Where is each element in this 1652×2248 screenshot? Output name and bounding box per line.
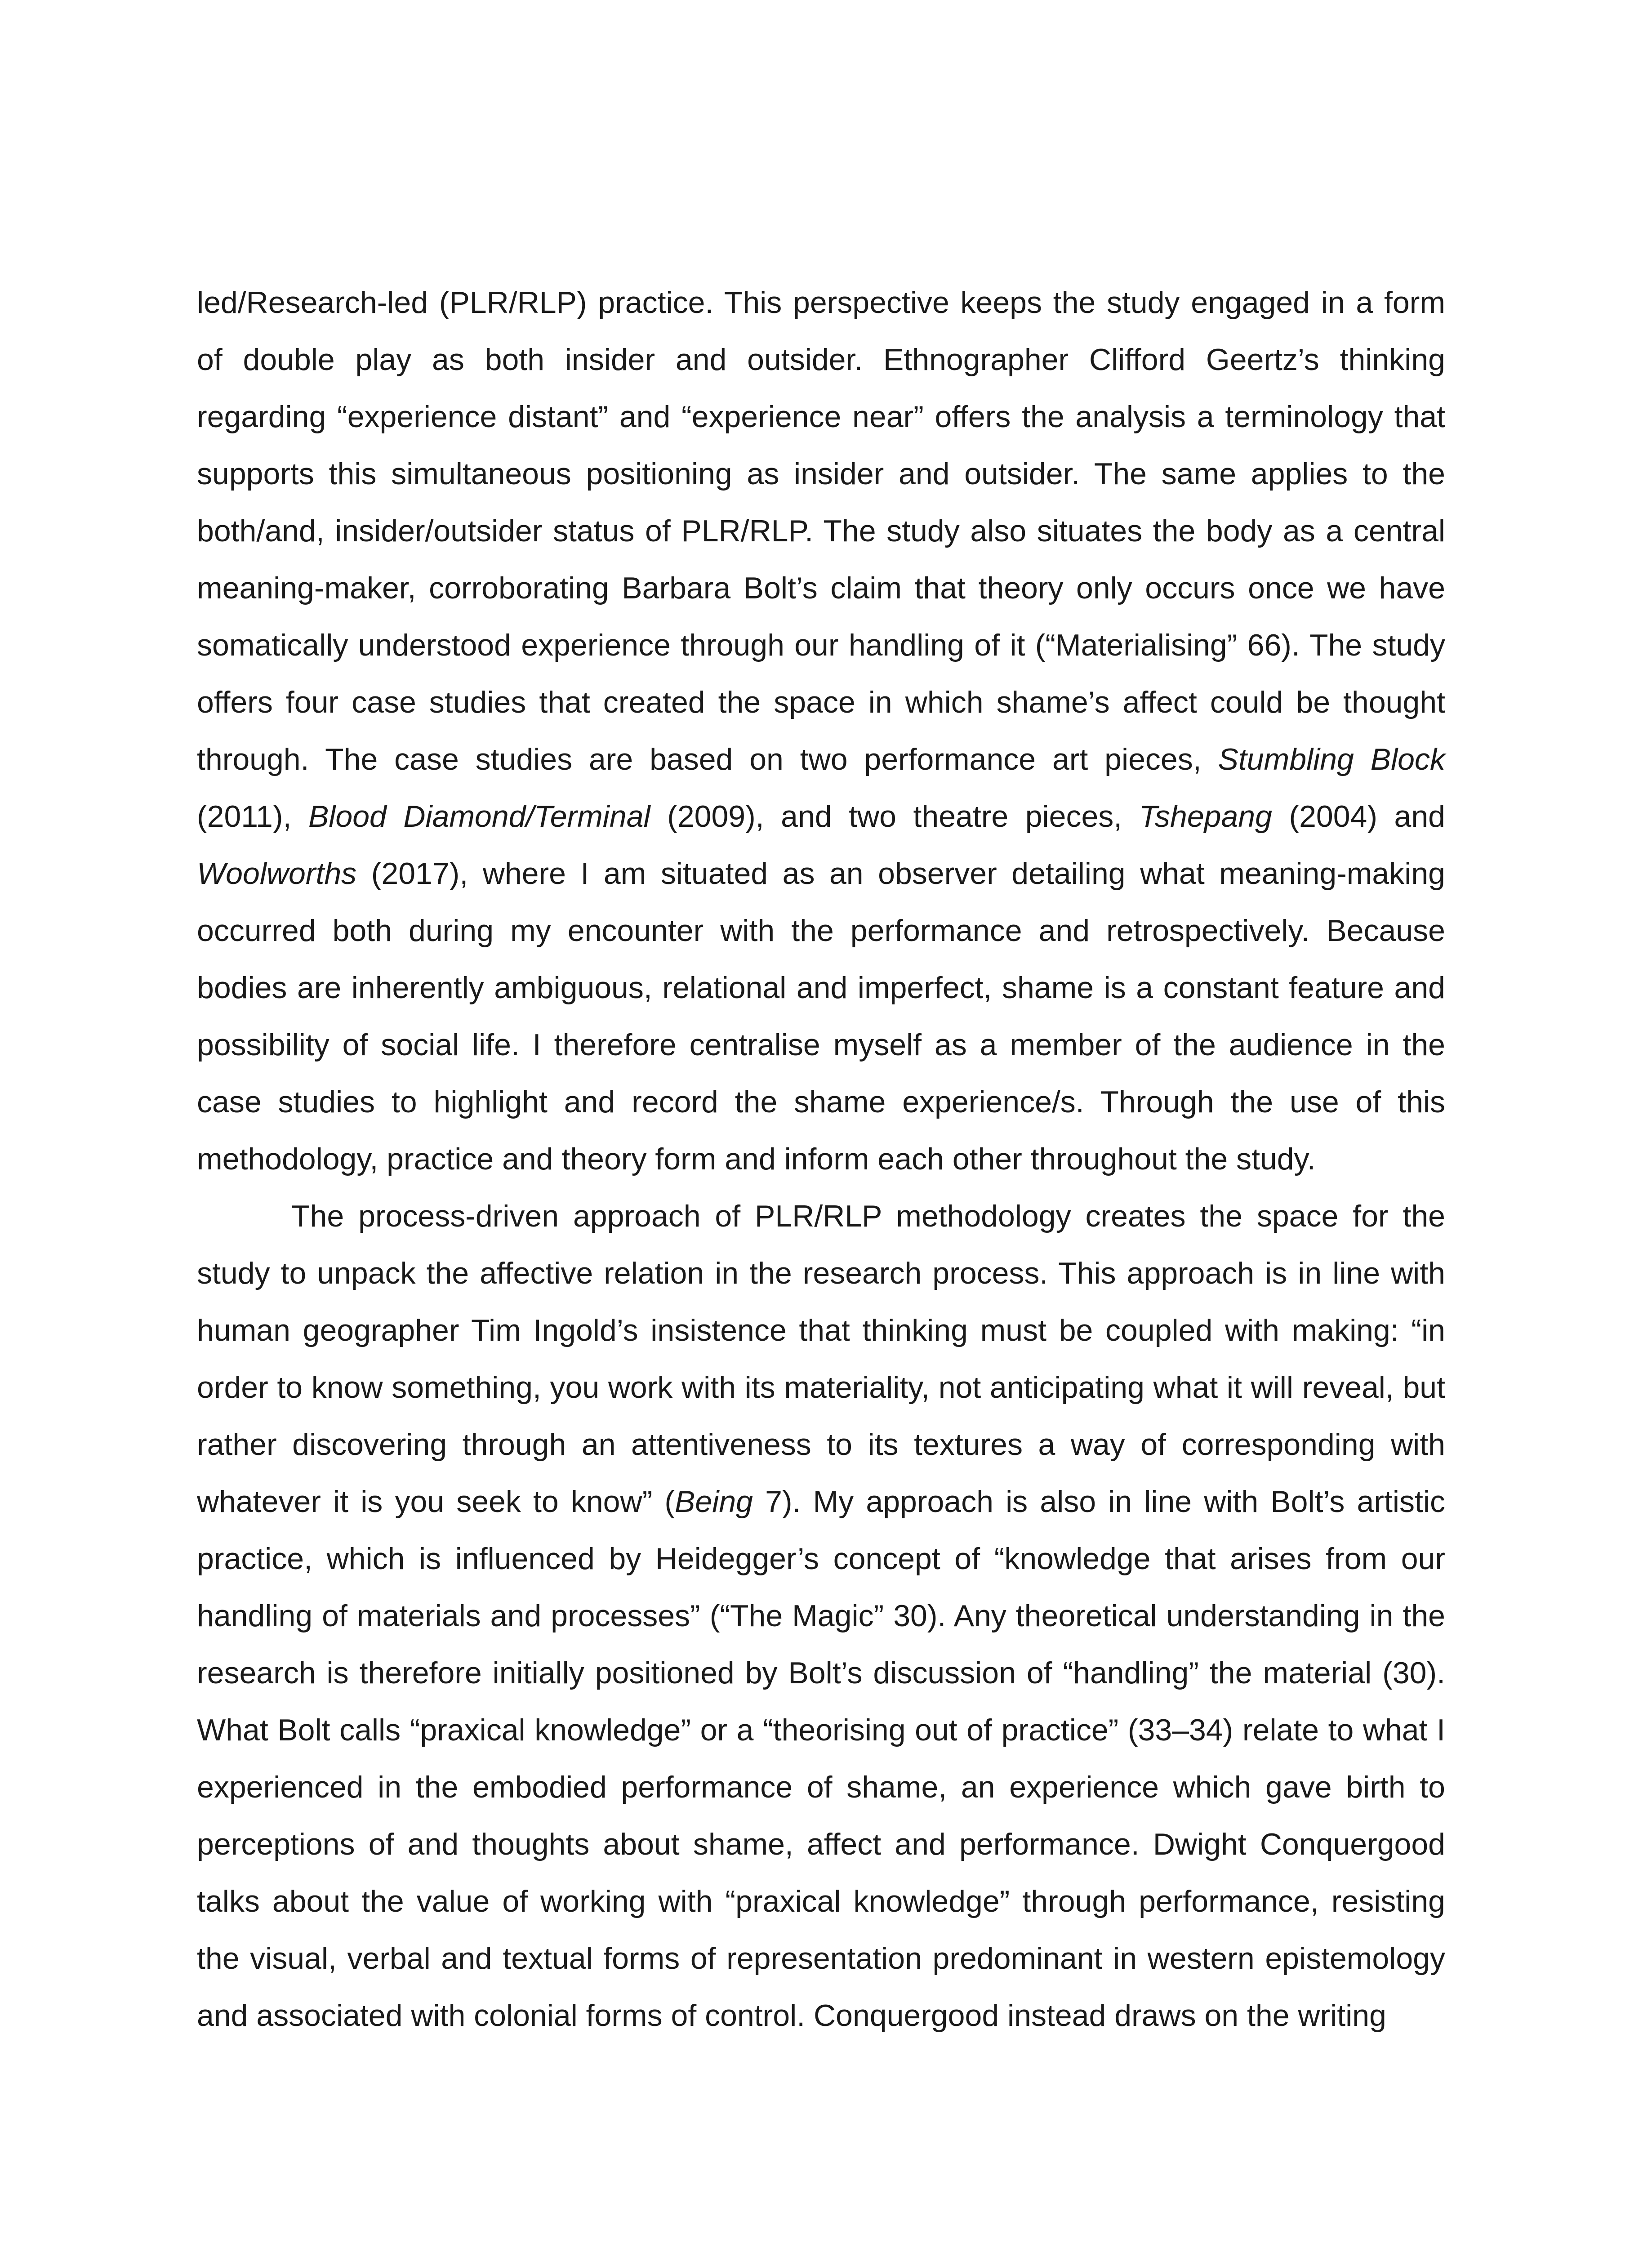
text-run: (2004) and (1272, 799, 1445, 834)
italic-title: Blood Diamond/Terminal (308, 799, 650, 834)
italic-title: Woolworths (197, 856, 357, 891)
paragraph-1 (197, 274, 1445, 1188)
italic-title: Being (675, 1485, 753, 1519)
text-run: (2017), where I am situated as an observer detailing what meaning-making occurred both during my encounter with the performance and retrospectively. Because bodies are inherently ambiguous, relational and imperfect, shame is a constant feature and possibility of social life. I therefore centralise myself as a member of the audience in the case studies to highlight and record the shame experience/s. Through the use of this methodology, practice and theory form and inform each other throughout the study. (197, 856, 1445, 1176)
text-run: The process-driven approach of PLR/RLP methodology creates the space for the study to unpack the affective relation in the research process. This approach is in line with human geographer Tim Ingold’s insistence that thinking must be coupled with making: “in order to know something, you work with its materiality, not anticipating what it will reveal, but rather discovering through an attentiveness to its textures a way of corresponding with whatever it is you seek to know” ( (197, 1199, 1445, 1519)
body-text (197, 274, 1445, 2044)
text-run: 7). My approach is also in line with Bolt’s artistic practice, which is influenced by Heidegger’s concept of “knowledge that arises from our handling of materials and processes” (“The Magic” 30). Any theoretical understanding in the research is therefore initially positioned by Bolt’s discussion of “handling” the material (30). What Bolt calls “praxical knowledge” or a “theorising out of practice” (33–34) relate to what I experienced in the embodied performance of shame, an experience which gave birth to perceptions of and thoughts about shame, affect and performance. Dwight Conquergood talks about the value of working with “praxical knowledge” through performance, resisting the visual, verbal and textual forms of representation predominant in western epistemology and associated with colonial forms of control. Conquergood instead draws on the writing (197, 1485, 1445, 2033)
italic-title: Stumbling Block (1218, 742, 1445, 776)
text-run: (2009), and two theatre pieces, (650, 799, 1139, 834)
paragraph-2 (197, 1188, 1445, 2044)
text-run: led/Research-led (PLR/RLP) practice. This perspective keeps the study engaged in a form of double play as both insider and outsider. Ethnographer Clifford Geertz’s thinking regarding “experience distant” and “experience near” offers the analysis a terminology that supports this simultaneous positioning as insider and outsider. The same applies to the both/and, insider/outsider status of PLR/RLP. The study also situates the body as a central meaning-maker, corroborating Barbara Bolt’s claim that theory only occurs once we have somatically understood experience through our handling of it (“Materialising” 66). The study offers four case studies that created the space in which shame’s affect could be thought through. The case studies are based on two performance art pieces, (197, 285, 1445, 776)
italic-title: Tshepang (1139, 799, 1272, 834)
text-run: (2011), (197, 799, 308, 834)
